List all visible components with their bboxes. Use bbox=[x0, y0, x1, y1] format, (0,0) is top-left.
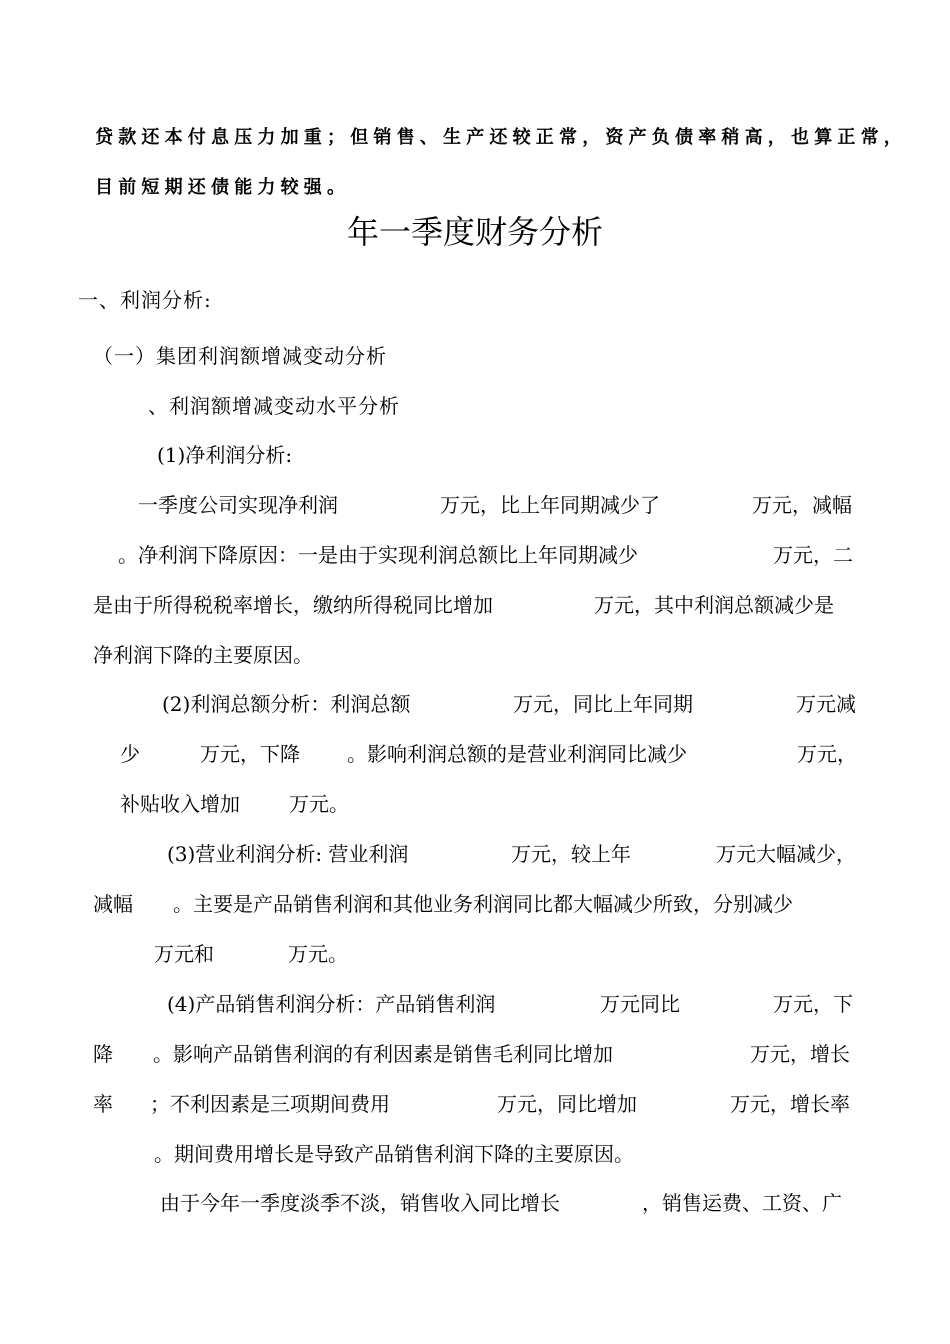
s4-line-4: 。期间费用增长是导致产品销售利润下降的主要原因。 bbox=[154, 1142, 634, 1166]
section-1-heading: (1)净利润分析: bbox=[157, 443, 293, 467]
intro-line-1: 贷款还本付息压力加重；但销售、生产还较正常，资产负债率稍高，也算正常， bbox=[95, 127, 907, 148]
page-title: 年一季度财务分析 bbox=[346, 213, 603, 251]
intro-line-2: 目前短期还债能力较强。 bbox=[95, 177, 351, 198]
s1-line-4: 净利润下降的主要原因。 bbox=[93, 643, 313, 667]
heading-2: （一）集团利润额增减变动分析 bbox=[93, 344, 387, 368]
heading-3: 、利润额增减变动水平分析 bbox=[148, 394, 400, 418]
heading-1: 一、利润分析: bbox=[78, 288, 212, 312]
